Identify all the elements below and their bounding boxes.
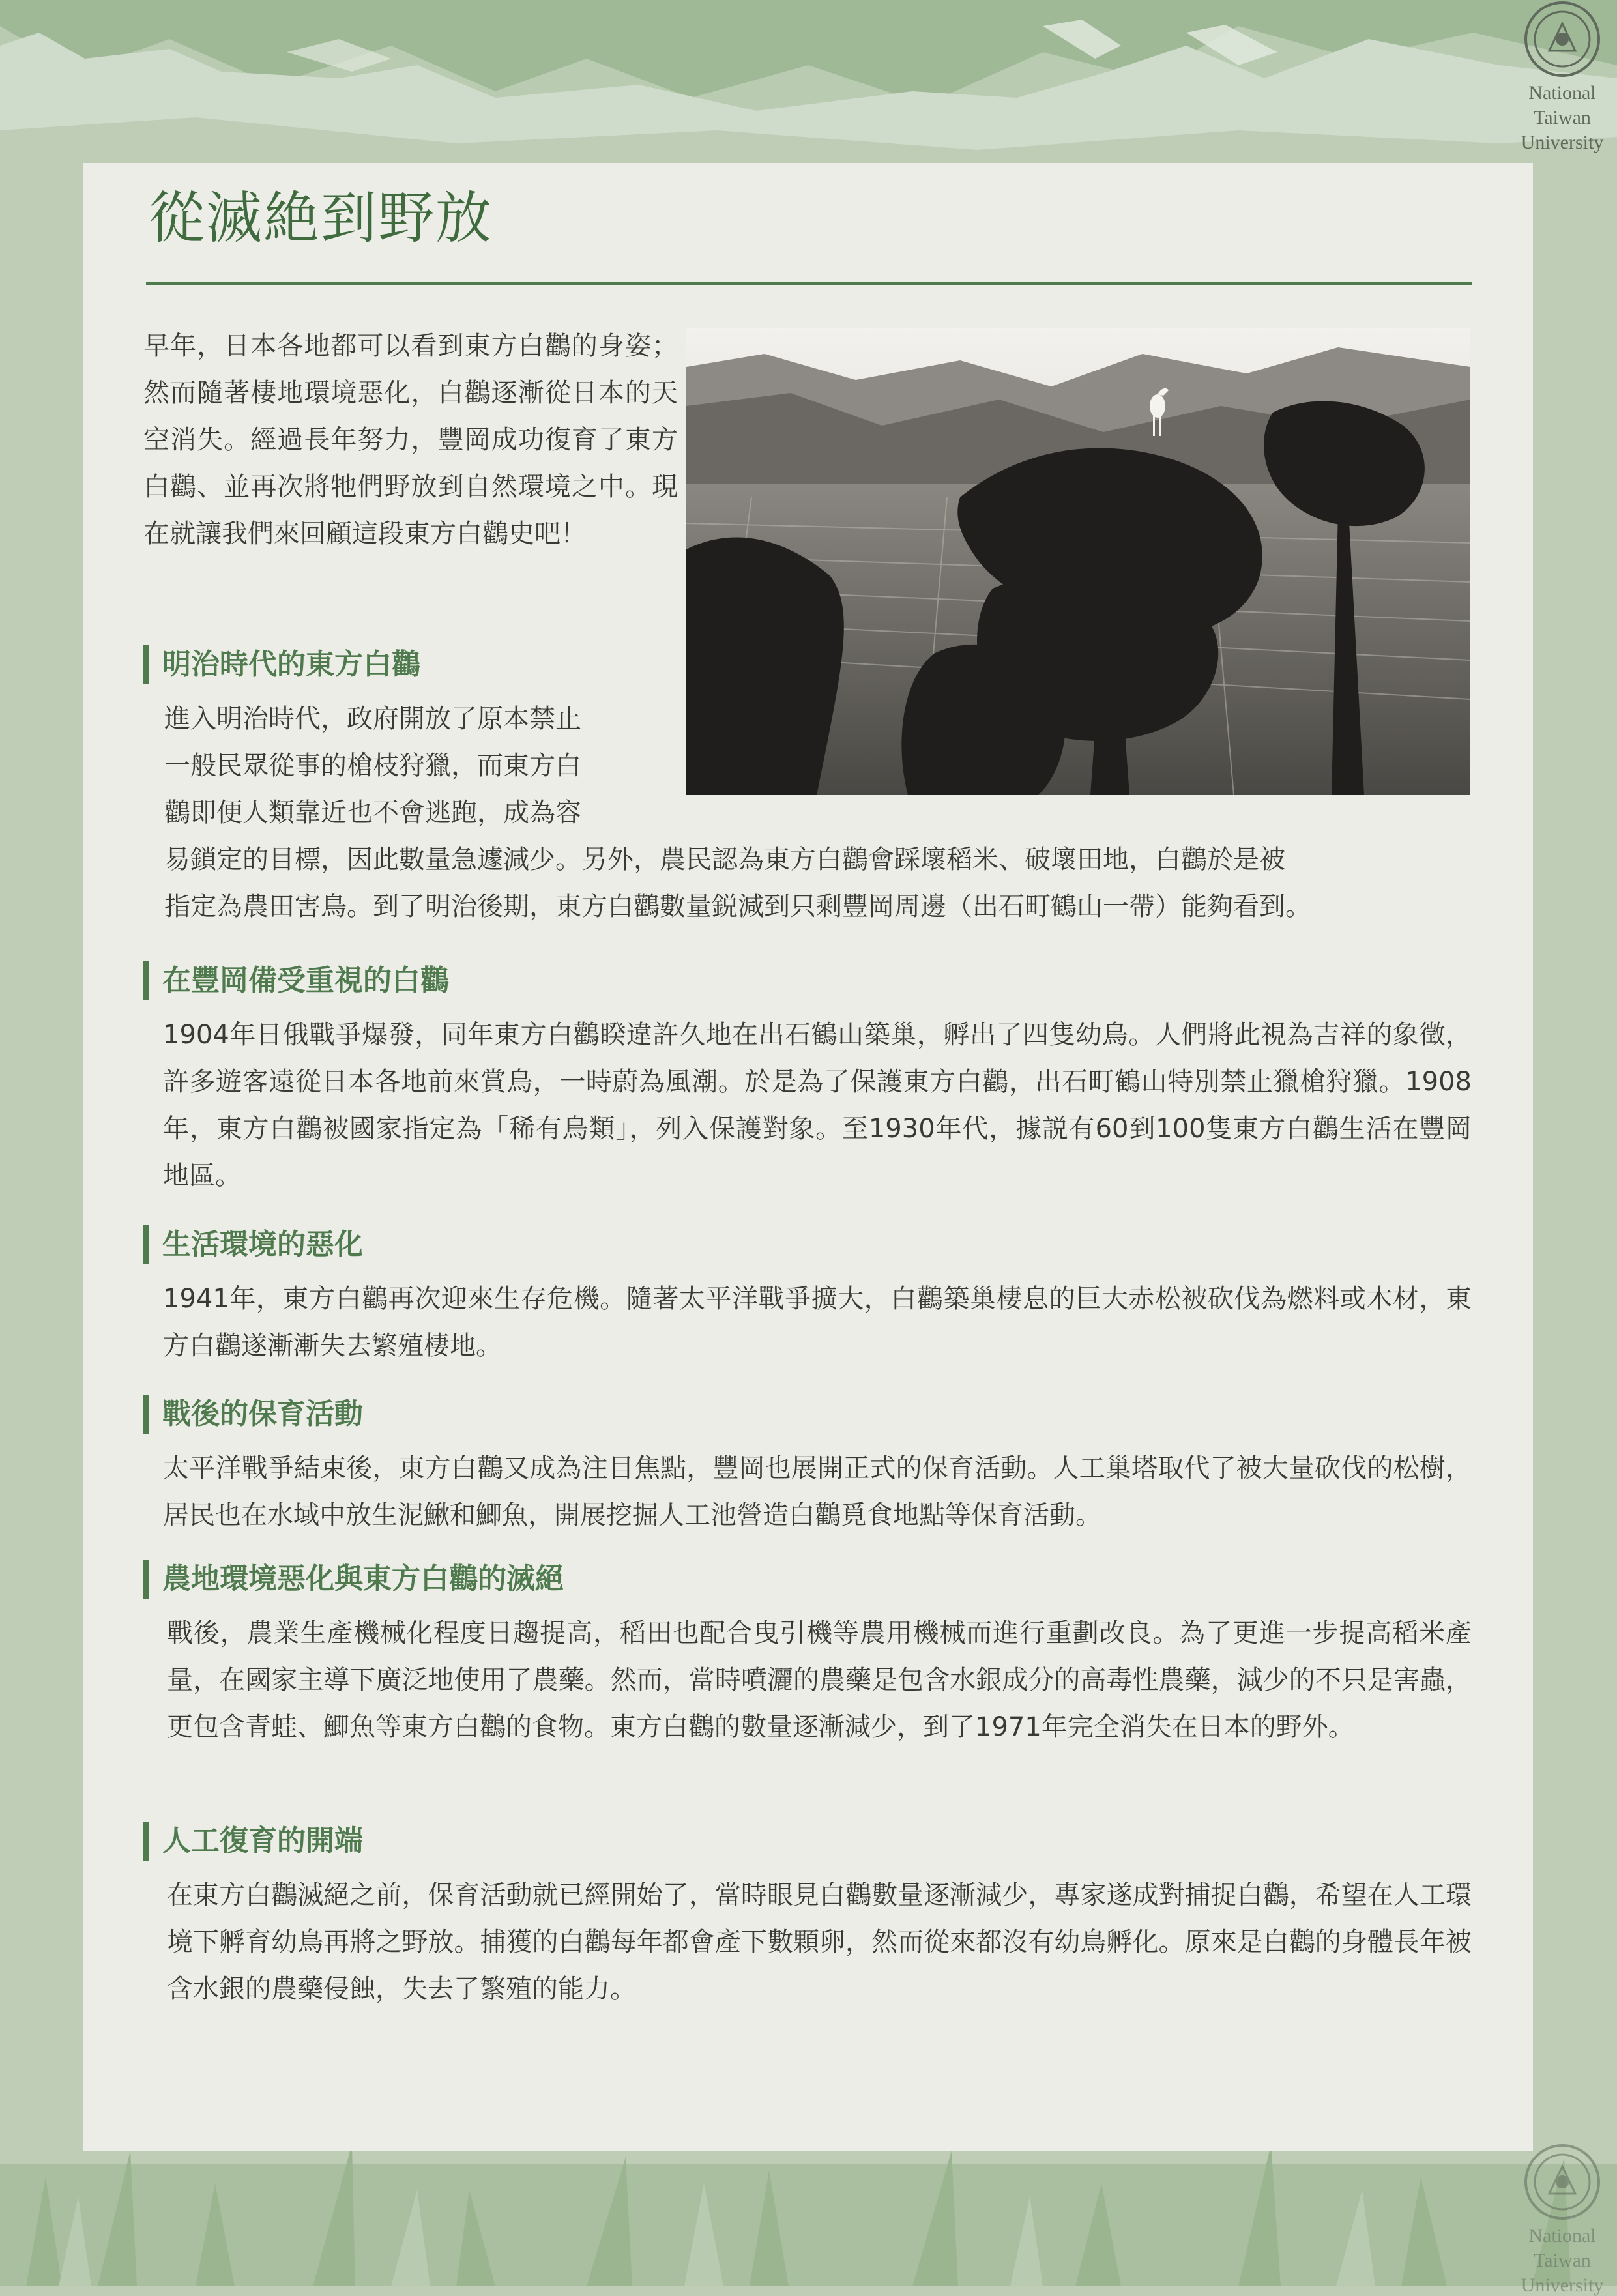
university-name-line3: University [1521, 132, 1604, 153]
section-meiji-line: 易鎖定的目標，因此數量急遽減少。另外，農民認為東方白鸛會踩壞稻米、破壞田地，白鸛於是被 [164, 845, 1285, 875]
section-breeding-paragraph: 在東方白鸛滅絕之前，保育活動就已經開始了，當時眼見白鸛數量逐漸減少，專家遂成對捕捉白鸛，希望在人工環境下孵育幼鳥再將之野放。捕獲的白鸛每年都會產下數顆卵，然而從來都沒有幼鳥孵化。原來是白鸛的身體長年被含水銀的農藥侵蝕，失去了繁殖的能力。 [167, 1880, 1472, 2004]
section-meiji-line: 進入明治時代，政府開放了原本禁止 [164, 704, 581, 734]
content-panel [83, 163, 1533, 2151]
intro-paragraph-block [143, 323, 678, 557]
section-meiji-line: 指定為農田害鳥。到了明治後期，東方白鸛數量鋭減到只剩豐岡周邊（出石町鶴山一帶）能夠看到。 [164, 892, 1311, 922]
section-heading-extinction: 農地環境惡化與東方白鸛的滅絕 [143, 1560, 564, 1599]
section-meiji-line: 鸛即便人類靠近也不會逃跑，成為容 [164, 798, 581, 828]
section-meiji-line: 一般民眾從事的槍枝狩獵，而東方白 [164, 751, 581, 781]
university-name-line1: National [1528, 2225, 1596, 2246]
section-extinction-paragraph: 戰後，農業生產機械化程度日趨提高，稻田也配合曳引機等農用機械而進行重劃改良。為了更進一步提高稻米產量，在國家主導下廣泛地使用了農藥。然而，當時噴灑的農藥是包含水銀成分的高毒性農藥，減少的不只是害蟲，更包含青蛙、鯽魚等東方白鸛的食物。東方白鸛的數量逐漸減少，到了1971年完全消失在日本的野外。 [167, 1618, 1472, 1742]
university-logo [1517, 0, 1608, 153]
university-name-line1: National [1528, 82, 1596, 104]
university-name-line2: Taiwan [1534, 107, 1591, 128]
title-divider [146, 282, 1472, 285]
page-title: 從滅絶到野放 [149, 186, 493, 251]
section-postwar-paragraph: 太平洋戰爭結束後，東方白鸛又成為注目焦點，豐岡也展開正式的保育活動。人工巢塔取代了被大量砍伐的松樹，居民也在水域中放生泥鰍和鯽魚，開展挖掘人工池營造白鸛覓食地點等保育活動。 [163, 1453, 1472, 1530]
section-habitat-paragraph: 1941年，東方白鸛再次迎來生存危機。隨著太平洋戰爭擴大，白鸛築巢棲息的巨大赤松被砍伐為燃料或木材，東方白鸛遂漸漸失去繁殖棲地。 [163, 1284, 1472, 1361]
university-name-line2: Taiwan [1534, 2250, 1591, 2271]
section-habitat-body [163, 1275, 1472, 1369]
section-toyooka-paragraph: 1904年日俄戰爭爆發，同年東方白鸛睽違許久地在出石鶴山築巢，孵出了四隻幼鳥。人們將此視為吉祥的象徵，許多遊客遠從日本各地前來賞鳥，一時蔚為風潮。於是為了保護東方白鸛，出石町鶴山特別禁止獵槍狩獵。1908年，東方白鸛被國家指定為「稀有鳥類」，列入保護對象。至1930年代，據説有60到100隻東方白鸛生活在豐岡地區。 [163, 1020, 1472, 1191]
section-toyooka-body [163, 1011, 1472, 1199]
university-seal-icon [1523, 2143, 1601, 2221]
section-heading-toyooka: 在豐岡備受重視的白鸛 [143, 961, 449, 1000]
intro-paragraph: 早年，日本各地都可以看到東方白鸛的身姿；然而隨著棲地環境惡化，白鸛逐漸從日本的天空消失。經過長年努力，豐岡成功復育了東方白鸛、並再次將牠們野放到自然環境之中。現在就讓我們來回顧這段東方白鸛史吧！ [143, 331, 678, 549]
section-breeding-body [167, 1872, 1472, 2013]
university-logo-watermark [1517, 2143, 1608, 2295]
stork-landscape-photo [686, 328, 1470, 795]
section-heading-postwar: 戰後的保育活動 [143, 1395, 363, 1434]
section-extinction-body [167, 1610, 1472, 1751]
section-heading-meiji: 明治時代的東方白鸛 [143, 645, 420, 684]
section-heading-breeding: 人工復育的開端 [143, 1822, 363, 1861]
section-postwar-body [163, 1445, 1472, 1539]
section-heading-habitat: 生活環境的惡化 [143, 1225, 363, 1264]
university-seal-icon [1523, 0, 1601, 78]
university-name-line3: University [1521, 2274, 1604, 2296]
